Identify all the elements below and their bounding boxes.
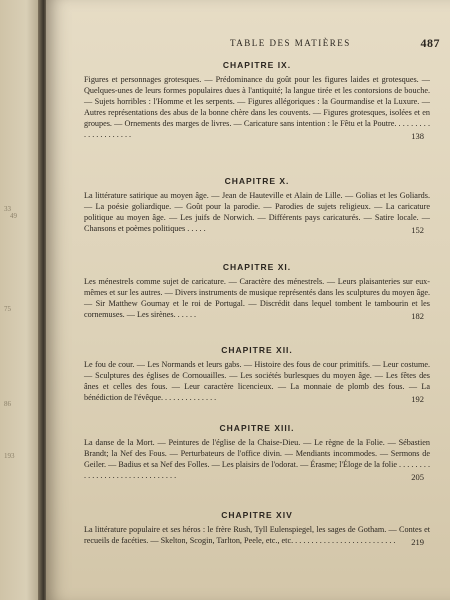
page-reference: 219 <box>411 537 424 547</box>
chapter-entry <box>84 510 430 546</box>
chapter-summary: Figures et personnages grotesques. — Prédominance du goût pour les figures laides et grotesques. — Quelques-unes de leurs formes populaires dues à l'antiquité; la langue tirée et les contorsions de bouche. — Sujets horribles : l'Homme et les serpents. — Figures allégoriques : la Gourmandise et la Luxure. — Autres représentations des abus de la bonne chère dans les couvents. — Figures grotesques, isolées et en groupes. — Ornements des marges de livres. — Caricature sans intention : le Fêtu et la Poutre. . . . . . . . . . . . . . . . . . . . . <box>84 75 430 139</box>
margin-mark: 75 <box>4 305 11 313</box>
margin-mark: 86 <box>4 400 11 408</box>
toc-page <box>46 0 450 600</box>
chapter-summary: La danse de la Mort. — Peintures de l'église de la Chaise-Dieu. — Le règne de la Folie. — Sébastien Brandt; la Nef des Fous. — Perturbateurs de l'office divin. — Mendiants incommodes. — Sermons de Geiler. — Badius et sa Nef des Folles. — Les plaisirs de l'odorat. — Érasme; l'Éloge de la folie . . . . . . . . . . . . . . . . . . . . . . . . . . . . . . . <box>84 438 430 480</box>
page-reference: 182 <box>411 311 424 321</box>
chapter-summary: Le fou de cour. — Les Normands et leurs gabs. — Histoire des fous de cour primitifs. — Leur costume. — Sculptures des églises de Cornouailles. — Les sociétés burlesques du moyen âge. — Les fêtes des ânes et celles des fous. — Leur caractère licencieux. — La monnaie de plomb des fous. — La bénédiction de l'évêque. . . . . . . . . . . . . . <box>84 360 430 402</box>
chapter-entry <box>84 176 430 234</box>
page-reference: 192 <box>411 394 424 404</box>
chapter-entry <box>84 262 430 320</box>
chapter-heading: CHAPITRE XIII. <box>219 423 295 433</box>
chapter-heading: CHAPITRE X. <box>224 176 290 186</box>
page-header <box>186 36 446 52</box>
margin-mark: 193 <box>4 452 15 460</box>
page-reference: 205 <box>411 472 424 482</box>
chapter-heading: CHAPITRE XI. <box>222 262 292 272</box>
page-number: 487 <box>420 36 440 50</box>
chapter-entry <box>84 60 430 140</box>
chapter-heading: CHAPITRE XII. <box>221 345 293 355</box>
chapter-heading: CHAPITRE IX. <box>222 60 292 70</box>
margin-mark: 33 <box>4 205 11 213</box>
page-reference: 152 <box>411 225 424 235</box>
chapter-entry <box>84 423 430 481</box>
page-reference: 138 <box>411 131 424 141</box>
chapter-summary: La littérature populaire et ses héros : le frère Rush, Tyll Eulenspiegel, les sages de Gotham. — Contes et recueils de facéties. — Skelton, Scogin, Tarlton, Peele, etc., etc. . . . . . . . . . . . . . . . . . . . . . . . . . <box>84 525 430 545</box>
chapter-summary: Les ménestrels comme sujet de caricature. — Caractère des ménestrels. — Leurs plaisanteries sur eux-mêmes et sur les autres. — Divers instruments de musique représentés dans les sculptures du moyen âge. — Sir Matthew Gournay et le roi de Portugal. — Discrédit dans lequel tombent le tambourin et les cornemuses. — Les sirènes. . . . . . <box>84 277 430 319</box>
running-title: TABLE DES MATIÈRES <box>230 38 351 48</box>
margin-mark: 49 <box>10 212 17 220</box>
chapter-heading: CHAPITRE XIV <box>221 510 293 520</box>
chapter-summary: La littérature satirique au moyen âge. — Jean de Hauteville et Alain de Lille. — Golias et les Goliards. — La poésie goliardique. — Goût pour la parodie. — Parodies de sujets religieux. — La caricature politique au moyen âge. — Les juifs de Norwich. — Différents pays caricaturés. — Satire locale. — Chansons et poèmes politiques . . . . . <box>84 191 430 233</box>
chapter-entry <box>84 345 430 403</box>
